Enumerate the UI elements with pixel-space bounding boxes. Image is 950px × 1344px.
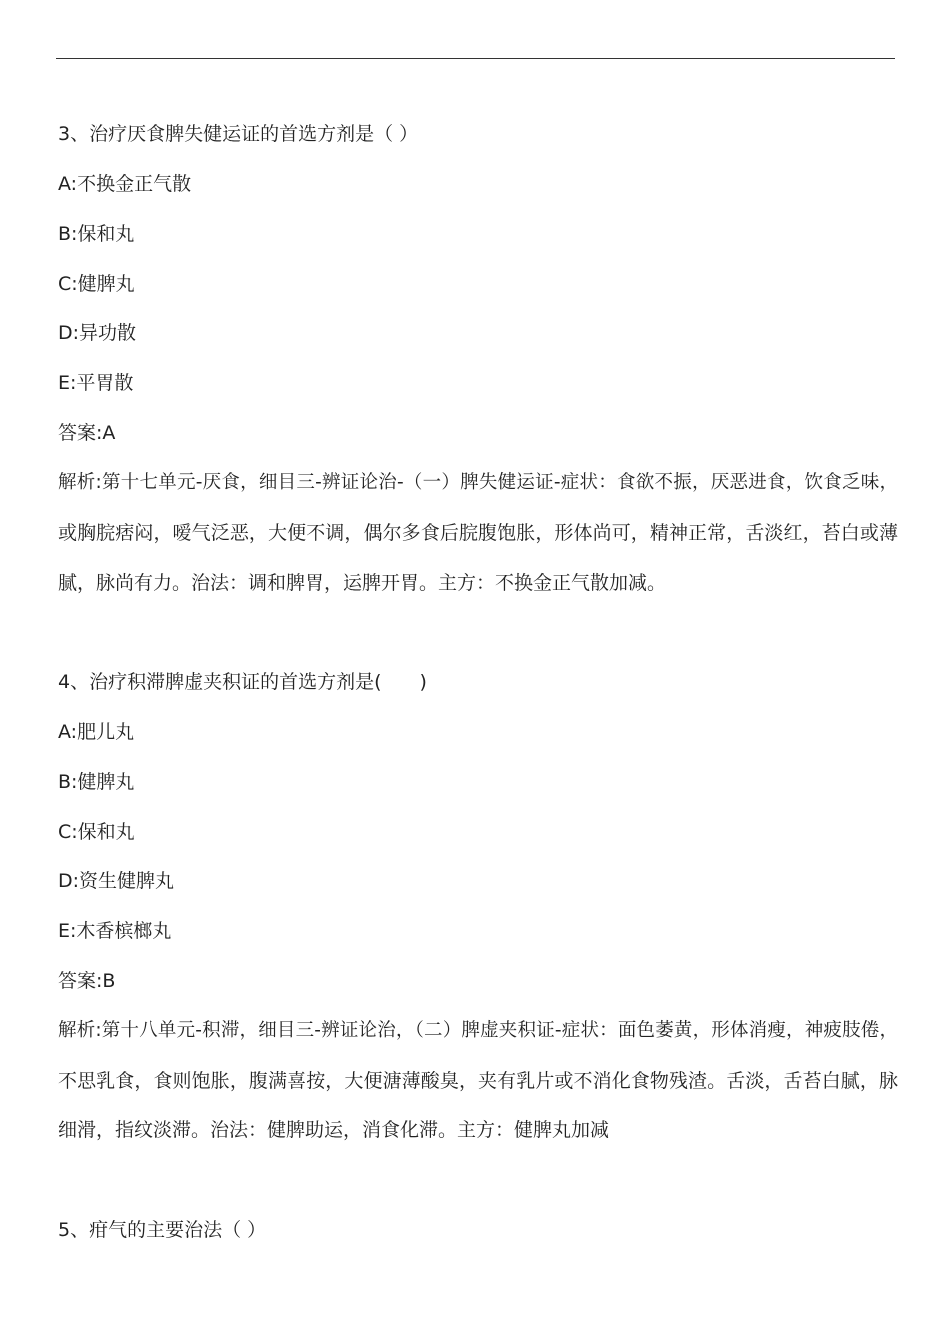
option-b: B:保和丸 <box>58 223 135 245</box>
analysis-line: 解析:第十七单元-厌食，细目三-辨证论治-（一）脾失健运证-症状：食欲不振，厌恶进食，饮食乏味， <box>58 472 898 493</box>
answer: 答案:B <box>58 970 116 992</box>
option-e: E:木香槟榔丸 <box>58 920 172 942</box>
option-d: D:资生健脾丸 <box>58 870 175 892</box>
option-c: C:保和丸 <box>58 821 135 843</box>
option-a: A:肥儿丸 <box>58 721 135 743</box>
analysis-line: 不思乳食，食则饱胀，腹满喜按，大便溏薄酸臭，夹有乳片或不消化食物残渣。舌淡，舌苔白腻，脉 <box>58 1070 898 1092</box>
analysis-line: 或胸脘痞闷，嗳气泛恶，大便不调，偶尔多食后脘腹饱胀，形体尚可，精神正常，舌淡红，苔白或薄 <box>58 522 898 544</box>
question-stem: 4、治疗积滞脾虚夹积证的首选方剂是( ) <box>58 671 427 693</box>
analysis-line: 细滑，指纹淡滞。治法：健脾助运，消食化滞。主方：健脾丸加减 <box>58 1119 610 1141</box>
option-b: B:健脾丸 <box>58 771 135 793</box>
answer: 答案:A <box>58 422 116 444</box>
option-a: A:不换金正气散 <box>58 173 192 195</box>
option-d: D:异功散 <box>58 322 137 344</box>
question-stem: 3、治疗厌食脾失健运证的首选方剂是（ ） <box>58 123 419 145</box>
analysis-line: 解析:第十八单元-积滞，细目三-辨证论治，（二）脾虚夹积证-症状：面色萎黄，形体消瘦，神疲肢倦， <box>58 1020 898 1041</box>
option-c: C:健脾丸 <box>58 273 135 295</box>
question-stem: 5、疳气的主要治法（ ） <box>58 1219 267 1241</box>
analysis-line: 腻，脉尚有力。治法：调和脾胃，运脾开胃。主方：不换金正气散加减。 <box>58 572 667 594</box>
top-divider <box>56 58 895 59</box>
option-e: E:平胃散 <box>58 372 134 394</box>
